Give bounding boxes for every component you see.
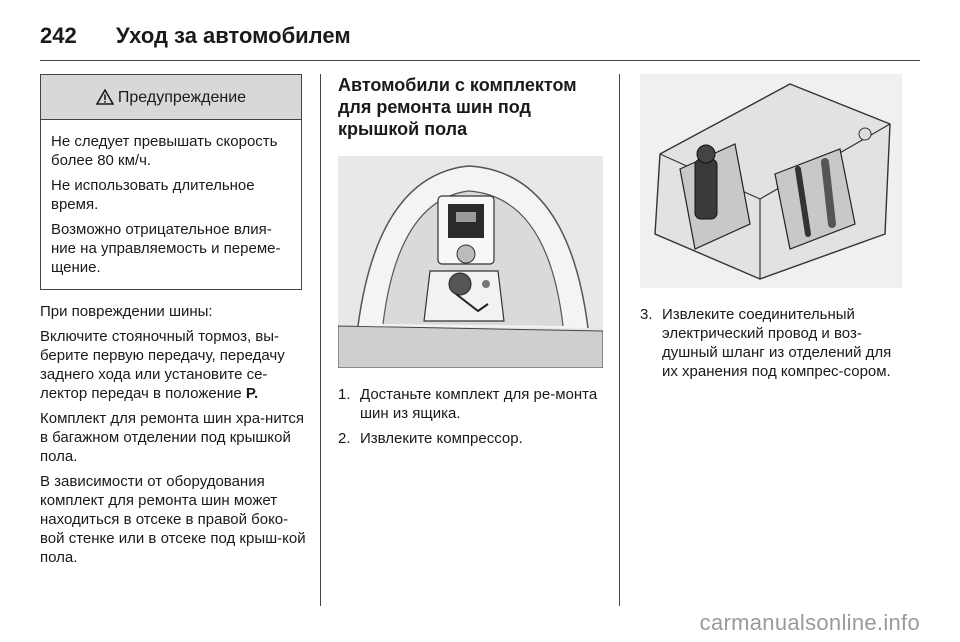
warning-triangle-icon <box>96 89 114 105</box>
chapter-title: Уход за автомобилем <box>116 23 351 48</box>
gear-position: P. <box>245 385 259 402</box>
steps-list <box>640 305 902 381</box>
compressor-compartment-illustration <box>640 74 902 288</box>
paragraph: Включите стояночный тормоз, вы-берите первую передачу, передачу заднего хода или установите се-лектор передач в положение P. <box>40 328 285 402</box>
watermark: carmanualsonline.info <box>699 610 920 635</box>
column-divider-1 <box>320 74 321 606</box>
left-column <box>40 74 308 573</box>
warning-line: Возможно отрицательное влия-ние на управляемость и переме-щение. <box>51 221 281 276</box>
warning-line: Не следует превышать скорость более 80 км/ч. <box>51 133 278 169</box>
paragraph: При повреждении шины: <box>40 303 213 320</box>
warning-header <box>41 75 301 120</box>
right-column <box>640 74 902 387</box>
paragraph: В зависимости от оборудования комплект для ремонта шин может находиться в отсеке в правой боко-вой стенке или в отсеке под крыш-кой пола. <box>40 473 306 566</box>
middle-column <box>338 74 606 454</box>
warning-line: Не использовать длительное время. <box>51 177 255 213</box>
warning-title: Предупреждение <box>117 88 247 106</box>
page-header <box>40 16 351 56</box>
page-number: 242 <box>40 23 77 48</box>
warning-box <box>40 74 302 290</box>
list-item: 3. Извлеките соединительный электрический провод и воз-душный шланг из отделений для их хранения под компрес-сором. <box>640 306 892 380</box>
warning-body <box>41 120 301 289</box>
column-divider-2 <box>619 74 620 606</box>
section-title: Автомобили с комплектом для ремонта шин под крышкой пола <box>338 75 577 139</box>
paragraph: Комплект для ремонта шин хра-нится в багажном отделении под крышкой пола. <box>40 410 305 465</box>
steps-list <box>338 385 606 448</box>
list-item: 1. Достаньте комплект для ре-монта шин из ящика. <box>338 386 598 422</box>
header-divider <box>40 60 920 61</box>
trunk-floor-illustration <box>338 156 603 368</box>
list-item: 2. Извлеките компрессор. <box>338 430 523 447</box>
